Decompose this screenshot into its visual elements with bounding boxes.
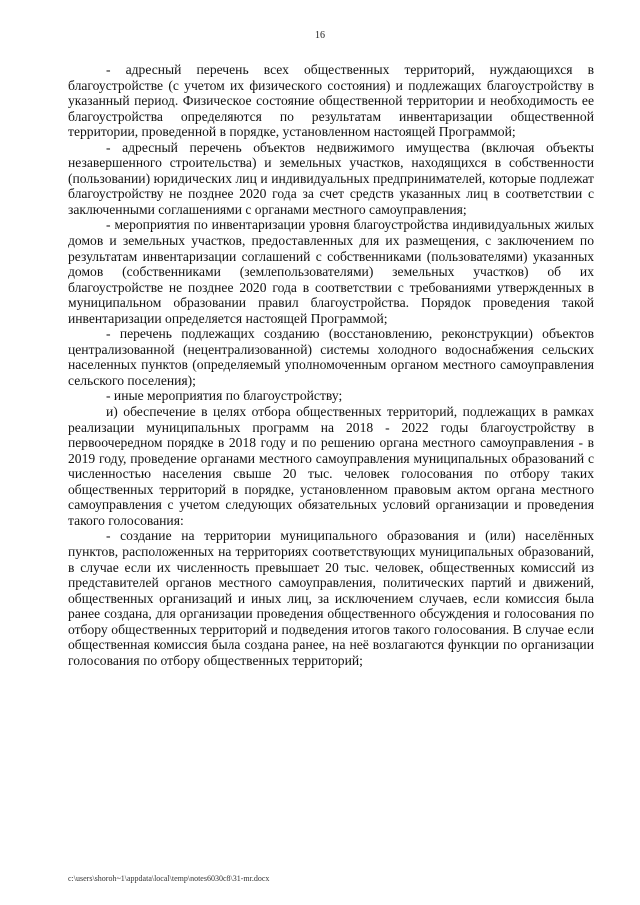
paragraph: и) обеспечение в целях отбора общественных территорий, подлежащих в рамках реализации муниципальных программ на 2018 - 2022 годы благоустройству в первоочередном порядке в 2018 году и по решению органа местного самоуправления - в 2019 году, проведение органами местного самоуправления муниципальных образований с численностью населения свыше 20 тыс. человек голосования по отбору таких общественных территорий в порядке, установленном правовым актом органа местного самоуправления с учетом следующих обязательных условий организации и проведения такого голосования: — [68, 404, 594, 528]
paragraph: - перечень подлежащих созданию (восстановлению, реконструкции) объектов централизованной (нецентрализованной) системы холодного водоснабжения сельских населенных пунктов (определяемый уполномоченным органом местного самоуправления сельского поселения); — [68, 326, 594, 388]
footer-file-path: c:\users\shoroh~1\appdata\local\temp\notes6030c8\31-mr.docx — [68, 874, 270, 883]
paragraph: - мероприятия по инвентаризации уровня благоустройства индивидуальных жилых домов и земельных участков, предоставленных для их размещения, с заключением по результатам инвентаризации соглашений с собственниками (пользователями) указанных домов (собственниками (землепользователями) земельных участков) об их благоустройстве не позднее 2020 года в соответствии с требованиями утвержденных в муниципальном образовании правил благоустройства. Порядок проведения такой инвентаризации определяется настоящей Программой; — [68, 217, 594, 326]
document-body — [68, 62, 594, 668]
paragraph: - иные мероприятия по благоустройству; — [106, 388, 343, 404]
paragraph: - создание на территории муниципального образования и (или) населённых пунктов, расположенных на территориях соответствующих муниципальных образований, в случае если их численность превышает 20 тыс. человек, общественных комиссий из представителей органов местного самоуправления, политических партий и движений, общественных организаций и иных лиц, за исключением случаев, если комиссия была ранее создана, для организации проведения общественного обсуждения и голосования по отбору общественных территорий и подведения итогов такого голосования. В случае если общественная комиссия была создана ранее, на неё возлагаются функции по организации голосования по отбору общественных территорий; — [68, 528, 594, 668]
paragraph: - адресный перечень объектов недвижимого имущества (включая объекты незавершенного строительства) и земельных участков, находящихся в собственности (пользовании) юридических лиц и индивидуальных предпринимателей, которые подлежат благоустройству не позднее 2020 года за счет средств указанных лиц в соответствии с заключенными соглашениями с органами местного самоуправления; — [68, 139, 594, 217]
paragraph: - адресный перечень всех общественных территорий, нуждающихся в благоустройстве (с учетом их физического состояния) и подлежащих благоустройству в указанный период. Физическое состояние общественной территории и необходимость ее благоустройства определяются по результатам инвентаризации общественной территории, проведенной в порядке, установленном настоящей Программой; — [68, 62, 594, 140]
page-number: 16 — [315, 30, 325, 41]
